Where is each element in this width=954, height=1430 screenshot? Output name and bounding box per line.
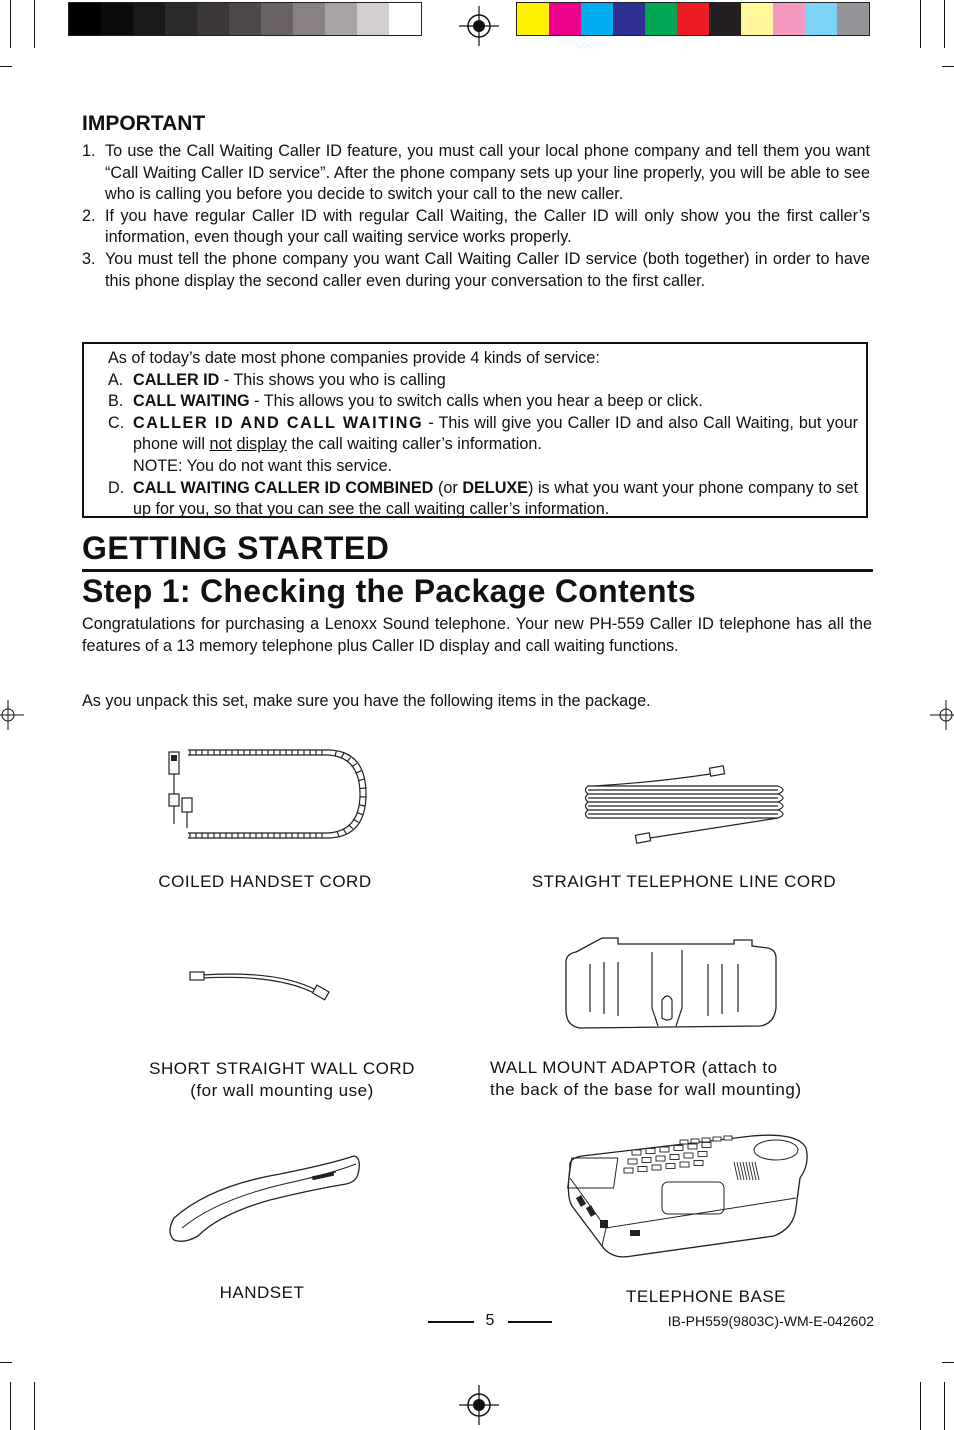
underlined-word: display	[236, 435, 287, 454]
important-heading: IMPORTANT	[82, 112, 206, 135]
important-item	[82, 206, 870, 249]
wall-cord-label-line1: SHORT STRAIGHT WALL CORD	[149, 1059, 415, 1078]
section-title: GETTING STARTED	[82, 530, 390, 566]
service-desc: (or	[433, 478, 463, 497]
important-list	[82, 141, 870, 292]
color-swatch	[197, 3, 229, 35]
footer-rule-left	[428, 1321, 474, 1323]
crop-mark	[0, 66, 12, 67]
important-item	[82, 141, 870, 206]
crop-mark	[944, 1382, 945, 1430]
wall-cord-label-line2: (for wall mounting use)	[190, 1081, 374, 1100]
service-desc: ) is what you want your phone company to set up for you, so that you can see the call waiting caller’s information.	[133, 478, 859, 519]
item-number: 2.	[82, 206, 96, 225]
item-text: You must tell the phone company you want Call Waiting Caller ID service (both together) in order to have this phone display the second caller even during your conversation to the first caller.	[105, 249, 870, 290]
service-name: CALL WAITING CALLER ID COMBINED	[133, 478, 434, 497]
item-text: To use the Call Waiting Caller ID feature, you must call your local phone company and tell them you want “Call Waiting Caller ID service”. After the phone company sets up your line properly, you will be able to see who is calling you before you decide to switch your call to the new caller.	[105, 142, 870, 204]
service-text	[133, 370, 858, 392]
page-number: 5	[485, 1312, 495, 1329]
process-color-bar	[516, 2, 870, 36]
color-swatch	[133, 3, 165, 35]
handset-illustration	[160, 1148, 370, 1248]
service-desc: the call waiting caller’s information.	[286, 435, 542, 454]
service-c	[108, 413, 858, 478]
service-letter: D.	[108, 478, 125, 497]
step-title: Step 1: Checking the Package Contents	[82, 573, 696, 609]
item-number: 1.	[82, 142, 96, 160]
service-letter: A.	[108, 370, 124, 389]
color-swatch	[69, 3, 101, 35]
coiled-cord-label: COILED HANDSET CORD	[158, 872, 372, 891]
color-swatch	[709, 3, 741, 35]
color-swatch	[581, 3, 613, 35]
registration-mark-left	[0, 700, 24, 730]
color-swatch	[773, 3, 805, 35]
line-cord-illustration	[578, 764, 793, 844]
underlined-word: not	[209, 435, 233, 454]
service-desc: - This will give you Caller ID and also Call Waiting, but your phone will	[133, 413, 858, 454]
registration-mark-top	[459, 6, 499, 46]
color-swatch	[741, 3, 773, 35]
crop-mark	[34, 1382, 35, 1430]
service-letter: C.	[108, 413, 125, 432]
color-swatch	[293, 3, 325, 35]
color-swatch	[229, 3, 261, 35]
wall-cord-label	[112, 1058, 452, 1102]
service-note: NOTE: You do not want this service.	[133, 456, 393, 475]
crop-mark	[942, 1362, 954, 1363]
handset-label: HANDSET	[219, 1283, 305, 1302]
service-text	[133, 478, 858, 521]
service-text	[133, 413, 858, 478]
color-swatch	[357, 3, 389, 35]
service-desc: - This shows you who is calling	[219, 370, 446, 389]
color-swatch	[325, 3, 357, 35]
color-swatch	[517, 3, 549, 35]
important-item	[82, 249, 870, 292]
telephone-base-illustration	[562, 1128, 812, 1263]
color-swatch	[165, 3, 197, 35]
color-swatch	[805, 3, 837, 35]
adaptor-label-line2: the back of the base for wall mounting)	[490, 1080, 802, 1099]
service-d	[108, 478, 858, 521]
registration-mark-right	[930, 700, 954, 730]
crop-mark	[10, 1382, 11, 1430]
unpack-paragraph: As you unpack this set, make sure you have the following items in the package.	[82, 692, 651, 710]
coiled-cord-illustration	[160, 742, 375, 847]
document-code: IB-PH559(9803C)-WM-E-042602	[667, 1313, 874, 1329]
service-intro: As of today’s date most phone companies provide 4 kinds of service:	[108, 349, 600, 367]
service-name: CALLER ID AND CALL WAITING	[133, 413, 424, 432]
wall-adaptor-illustration	[562, 936, 782, 1036]
crop-mark	[942, 66, 954, 67]
service-letter: B.	[108, 392, 124, 411]
item-text: If you have regular Caller ID with regular Call Waiting, the Caller ID will only show you the first caller’s information, even though your call waiting service works properly.	[105, 206, 870, 247]
line-cord-label: STRAIGHT TELEPHONE LINE CORD	[531, 872, 837, 891]
color-swatch	[549, 3, 581, 35]
color-swatch	[677, 3, 709, 35]
registration-mark-bottom	[459, 1385, 499, 1425]
service-b	[108, 391, 858, 413]
color-swatch	[101, 3, 133, 35]
crop-mark	[0, 1362, 12, 1363]
service-name: CALLER ID	[133, 370, 220, 389]
crop-mark	[920, 0, 921, 48]
wall-cord-illustration	[188, 966, 343, 1006]
crop-mark	[920, 1382, 921, 1430]
service-a	[108, 370, 858, 392]
grayscale-color-bar	[68, 2, 422, 36]
section-rule	[82, 569, 873, 572]
adaptor-label-line1: WALL MOUNT ADAPTOR (attach to	[490, 1058, 778, 1077]
adaptor-label	[490, 1057, 850, 1101]
color-swatch	[261, 3, 293, 35]
service-desc: - This allows you to switch calls when you hear a beep or click.	[249, 392, 703, 411]
intro-paragraph: Congratulations for purchasing a Lenoxx Sound telephone. Your new PH-559 Caller ID telephone has all the features of a 13 memory telephone plus Caller ID display and call waiting functions.	[82, 615, 872, 655]
item-number: 3.	[82, 249, 96, 268]
service-name: DELUXE	[462, 478, 528, 497]
crop-mark	[34, 0, 35, 48]
crop-mark	[10, 0, 11, 48]
color-swatch	[645, 3, 677, 35]
crop-mark	[944, 0, 945, 48]
service-name: CALL WAITING	[133, 392, 250, 411]
telephone-base-label: TELEPHONE BASE	[625, 1287, 787, 1306]
color-swatch	[613, 3, 645, 35]
service-types-box	[82, 342, 868, 518]
color-swatch	[389, 3, 421, 35]
service-text	[133, 391, 858, 413]
color-swatch	[837, 3, 869, 35]
footer-rule-right	[508, 1321, 552, 1323]
